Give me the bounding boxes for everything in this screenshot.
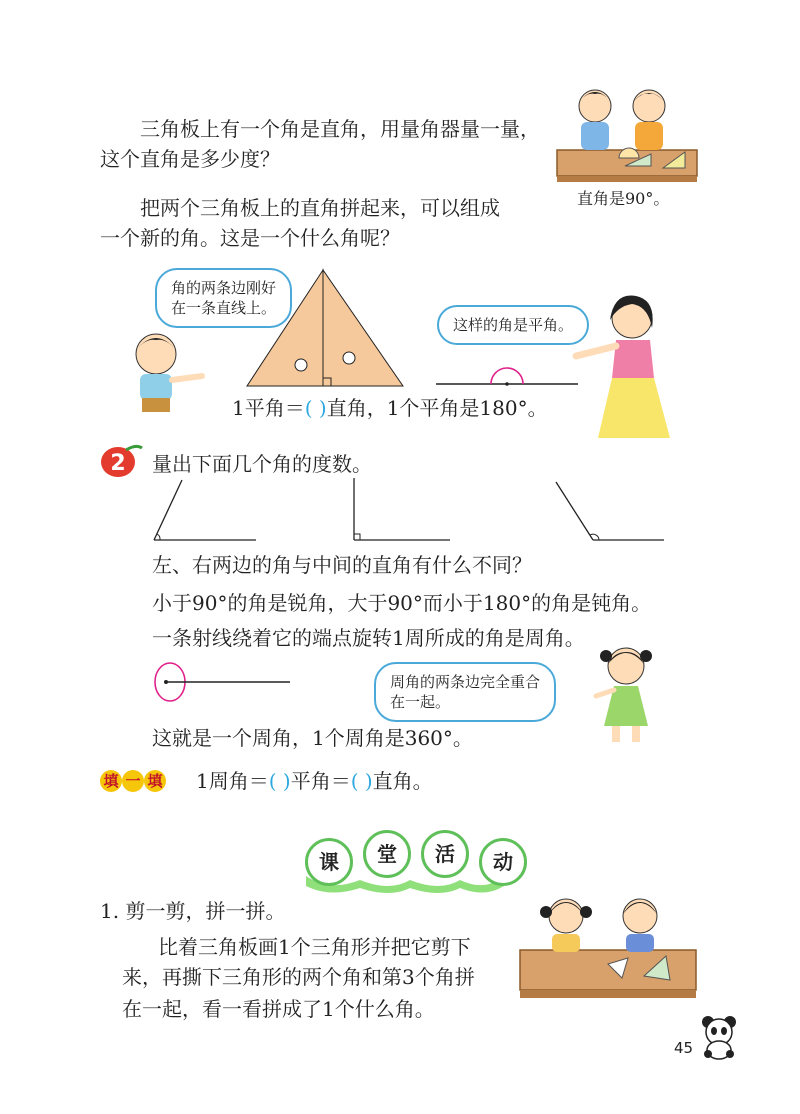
girl-speech-bubble — [374, 662, 556, 722]
full-angle-definition: 一条射线绕着它的端点旋转1周所成的角是周角。 — [152, 626, 585, 650]
acute-obtuse-definition: 小于90°的角是锐角，大于90°而小于180°的角是钝角。 — [152, 591, 652, 615]
teacher-illustration — [570, 288, 680, 443]
activity-line-1: 比着三角板画1个三角形并把它剪下 — [158, 935, 471, 959]
exercise-number-icon — [98, 442, 146, 480]
straight-angle-suffix: 直角，1个平角是180°。 — [326, 396, 548, 420]
fill-part-1: 1周角＝ — [196, 769, 269, 793]
exercise-2-prompt: 量出下面几个角的度数。 — [152, 452, 372, 476]
panda-icon — [698, 1012, 742, 1060]
activity-line-2: 来，再撕下三角形的两个角和第3个角拼 — [122, 965, 475, 989]
activity-char-1: 课 — [305, 838, 353, 886]
intro-line-2: 这个直角是多少度？ — [100, 147, 280, 171]
exercise-number: 2 — [110, 451, 126, 476]
combine-line-1: 把两个三角板上的直角拼起来，可以组成 — [140, 196, 500, 220]
activity-banner — [305, 834, 527, 886]
three-angles-diagram — [150, 476, 670, 544]
activity-line-3: 在一起，看一看拼成了1个什么角。 — [122, 997, 435, 1021]
page-number: 45 — [674, 1039, 694, 1057]
kids-cutting-illustration — [518, 888, 698, 1006]
girl-illustration — [592, 640, 662, 750]
boy-bubble-line-1: 角的两条边刚好 — [171, 279, 277, 297]
activity-char-4: 动 — [479, 838, 527, 886]
teacher-speech-bubble: 这样的角是平角。 — [437, 305, 589, 345]
fill-in-statement — [196, 766, 433, 796]
exercise-2-question: 左、右两边的角与中间的直角有什么不同？ — [152, 553, 532, 577]
boy-bubble-line-2: 在一条直线上。 — [171, 299, 277, 317]
fill-char-2: 一 — [122, 770, 144, 792]
kids-measuring-illustration — [555, 80, 700, 190]
intro-caption: 直角是90°。 — [577, 189, 670, 208]
straight-angle-diagram — [432, 362, 582, 392]
two-set-squares-diagram — [245, 268, 405, 388]
fill-char-3: 填 — [144, 770, 166, 792]
fill-in-badge — [100, 770, 166, 792]
fill-part-3: 直角。 — [372, 769, 433, 793]
straight-angle-statement — [232, 393, 548, 423]
activity-char-3: 活 — [421, 830, 469, 878]
girl-bubble-line-1: 周角的两条边完全重合 — [390, 673, 541, 691]
fill-blank-1[interactable]: ( ) — [268, 769, 291, 793]
straight-angle-blank[interactable]: ( ) — [304, 396, 327, 420]
full-angle-statement: 这就是一个周角，1个周角是360°。 — [152, 726, 473, 750]
fill-part-2: 平角＝ — [290, 769, 351, 793]
girl-bubble-line-2: 在一起。 — [390, 693, 451, 711]
fill-char-1: 填 — [100, 770, 122, 792]
straight-angle-prefix: 1平角＝ — [232, 396, 305, 420]
intro-line-1: 三角板上有一个角是直角，用量角器量一量， — [140, 117, 540, 141]
boy-pointing-illustration — [118, 330, 208, 418]
fill-blank-2[interactable]: ( ) — [350, 769, 373, 793]
combine-line-2: 一个新的角。这是一个什么角呢？ — [100, 226, 400, 250]
full-angle-diagram — [150, 660, 295, 708]
activity-item-title: 1. 剪一剪，拼一拼。 — [100, 899, 286, 923]
activity-char-2: 堂 — [363, 830, 411, 878]
